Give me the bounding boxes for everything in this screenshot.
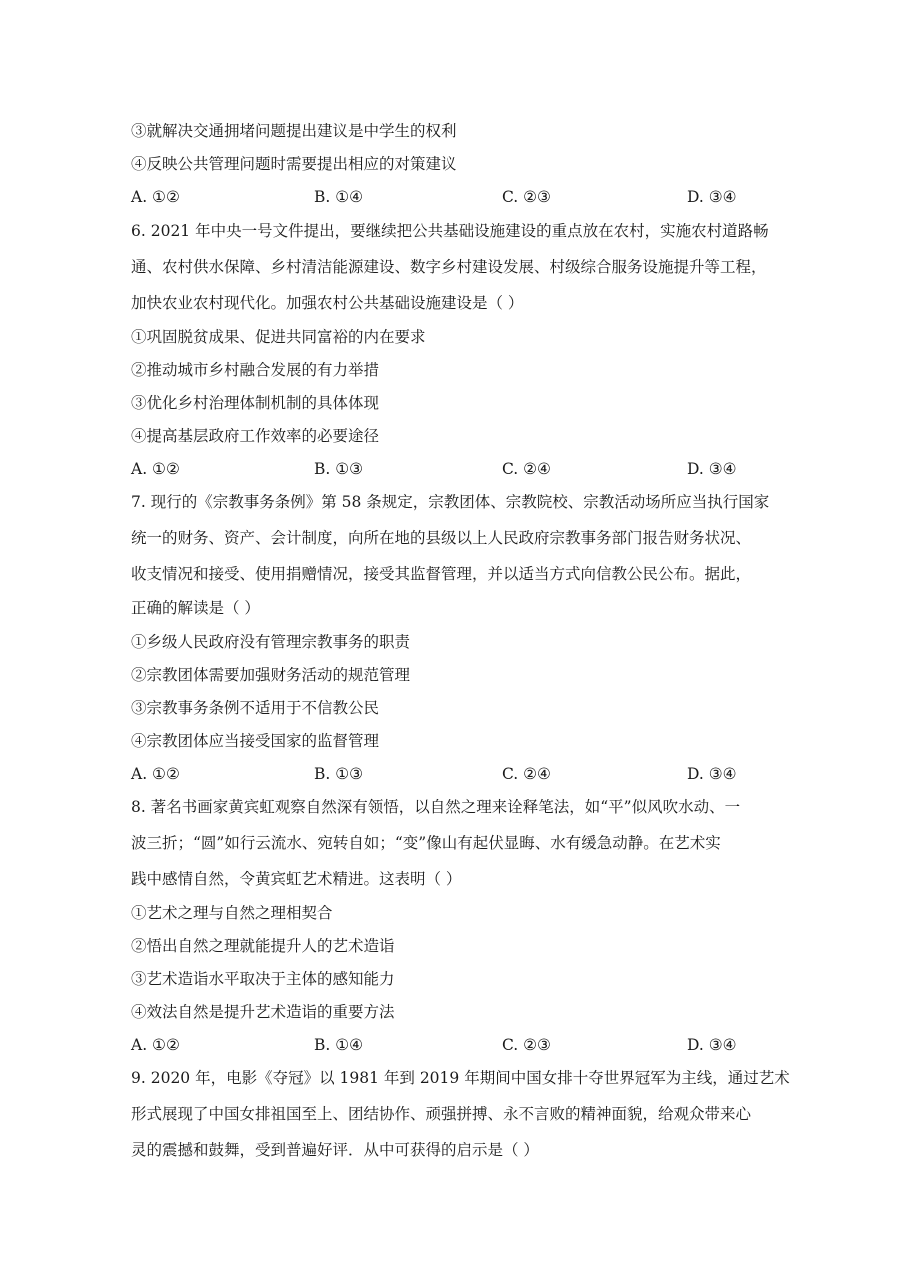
- option-a: A. ①②: [131, 460, 180, 478]
- q8-item-1: ①艺术之理与自然之理相契合: [131, 904, 333, 922]
- q7-item-2: ②宗教团体需要加强财务活动的规范管理: [131, 666, 411, 684]
- q9-stem-line: 形式展现了中国女排祖国至上、团结协作、顽强拼搏、永不言败的精神面貌，给观众带来心: [131, 1105, 752, 1123]
- option-a: A. ①②: [131, 188, 180, 206]
- option-a: A. ①②: [131, 1036, 180, 1054]
- q6-stem-line: 6. 2021 年中央一号文件提出，要继续把公共基础设施建设的重点放在农村，实施农村道路畅: [131, 222, 769, 240]
- q8-stem-line: 践中感情自然，令黄宾虹艺术精进。这表明（ ）: [131, 870, 462, 888]
- q6-item-2: ②推动城市乡村融合发展的有力举措: [131, 361, 380, 379]
- q6-item-1: ①巩固脱贫成果、促进共同富裕的内在要求: [131, 328, 426, 346]
- q8-stem-line: 波三折；“圆”如行云流水、宛转自如；“变”像山有起伏显晦、水有缓急动静。在艺术实: [131, 834, 721, 852]
- option-d: D. ③④: [687, 188, 737, 206]
- q8-item-4: ④效法自然是提升艺术造诣的重要方法: [131, 1003, 395, 1021]
- q7-item-3: ③宗教事务条例不适用于不信教公民: [131, 699, 380, 717]
- q7-stem-line: 正确的解读是（ ）: [131, 599, 260, 617]
- option-d: D. ③④: [687, 765, 737, 783]
- q9-stem-line: 9. 2020 年，电影《夺冠》以 1981 年到 2019 年期间中国女排十夺世界冠军为主线，通过艺术: [131, 1069, 790, 1087]
- q8-stem-line: 8. 著名书画家黄宾虹观察自然深有领悟，以自然之理来诠释笔法，如“平”似风吹水动、一: [131, 798, 741, 816]
- q6-stem-line: 加快农业农村现代化。加强农村公共基础设施建设是（ ）: [131, 294, 524, 312]
- q8-item-2: ②悟出自然之理就能提升人的艺术造诣: [131, 937, 395, 955]
- q7-item-4: ④宗教团体应当接受国家的监督管理: [131, 732, 380, 750]
- option-b: B. ①③: [314, 460, 364, 478]
- q8-options: [131, 1035, 789, 1055]
- prev-item-4: ④反映公共管理问题时需要提出相应的对策建议: [131, 155, 457, 173]
- option-b: B. ①④: [314, 1036, 364, 1054]
- q7-stem-line: 7. 现行的《宗教事务条例》第 58 条规定，宗教团体、宗教院校、宗教活动场所应当执行国家: [131, 493, 770, 511]
- option-c: C. ②④: [502, 765, 551, 783]
- q9-stem-line: 灵的震撼和鼓舞，受到普遍好评．从中可获得的启示是（ ）: [131, 1141, 539, 1159]
- option-d: D. ③④: [687, 460, 737, 478]
- prev-item-3: ③就解决交通拥堵问题提出建议是中学生的权利: [131, 122, 457, 140]
- option-a: A. ①②: [131, 765, 180, 783]
- q7-stem-line: 统一的财务、资产、会计制度，向所在地的县级以上人民政府宗教事务部门报告财务状况、: [131, 529, 752, 547]
- option-c: C. ②③: [502, 1036, 551, 1054]
- q7-options: [131, 764, 789, 784]
- option-b: B. ①④: [314, 188, 364, 206]
- option-c: C. ②④: [502, 460, 551, 478]
- option-b: B. ①③: [314, 765, 364, 783]
- q6-options: [131, 459, 789, 479]
- q7-item-1: ①乡级人民政府没有管理宗教事务的职责: [131, 633, 411, 651]
- q7-stem-line: 收支情况和接受、使用捐赠情况，接受其监督管理，并以适当方式向信教公民公布。据此，: [131, 565, 752, 583]
- option-d: D. ③④: [687, 1036, 737, 1054]
- prev-options: [131, 187, 789, 207]
- q6-stem-line: 通、农村供水保障、乡村清洁能源建设、数字乡村建设发展、村级综合服务设施提升等工程，: [131, 258, 767, 276]
- q8-item-3: ③艺术造诣水平取决于主体的感知能力: [131, 970, 395, 988]
- q6-item-4: ④提高基层政府工作效率的必要途径: [131, 427, 380, 445]
- q6-item-3: ③优化乡村治理体制机制的具体体现: [131, 394, 380, 412]
- option-c: C. ②③: [502, 188, 551, 206]
